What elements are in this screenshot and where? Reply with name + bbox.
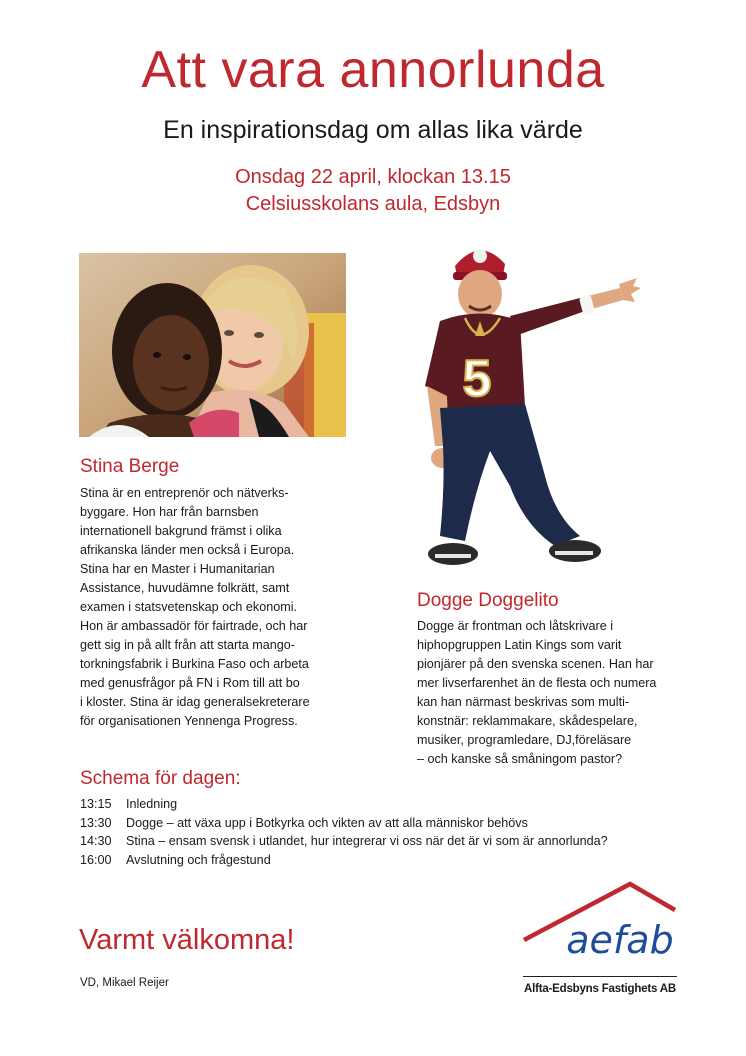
schedule-list: [80, 795, 700, 869]
event-date: Onsdag 22 april, klockan 13.15: [235, 166, 511, 188]
bio-line: byggare. Hon har från barnsben: [80, 505, 259, 519]
bio-line: för organisationen Yennenga Progress.: [80, 714, 298, 728]
bio-line: Hon är ambassadör för fairtrade, och har: [80, 619, 308, 633]
jersey-number: 5: [462, 350, 492, 408]
poster-title: Att vara annorlunda: [141, 41, 605, 99]
bio-line: pionjärer på den svenska scenen. Han har: [417, 657, 654, 671]
schedule-title: Schema för dagen:: [80, 768, 241, 789]
schedule-description: Dogge – att växa upp i Botkyrka och vikten av att alla människor behövs: [126, 815, 528, 830]
logo-divider: [523, 976, 677, 977]
bio-line: Assistance, huvudämne folkrätt, samt: [80, 581, 290, 595]
bio-line: afrikanska länder men också i Europa.: [80, 543, 295, 557]
bio-line: mer livserfarenhet än de flesta och numera: [417, 676, 657, 690]
schedule-item: [80, 814, 700, 833]
schedule-item: [80, 832, 700, 851]
speaker-bio-dogge: [417, 617, 687, 769]
schedule-time: 14:30: [80, 834, 112, 848]
bio-line: Dogge är frontman och låtskrivare i: [417, 619, 613, 633]
logo-company-name: Alfta-Edsbyns Fastighets AB: [523, 983, 676, 995]
schedule-time: 16:00: [80, 852, 112, 867]
bio-line: med genusfrågor på FN i Rom till att bo: [80, 676, 300, 690]
bio-line: Stina har en Master i Humanitarian: [80, 562, 275, 576]
speaker-name-stina: Stina Berge: [80, 456, 180, 477]
speaker-name-dogge: Dogge Doggelito: [417, 590, 559, 611]
bio-line: i kloster. Stina är idag generalsekreterare: [80, 695, 310, 709]
schedule-item: [80, 851, 700, 870]
schedule-description: Avslutning och frågestund: [126, 852, 271, 867]
bio-line: musiker, programledare, DJ,föreläsare: [417, 733, 632, 747]
welcome-message: Varmt välkomna!: [79, 924, 295, 956]
bio-line: Stina är en entreprenör och nätverks-: [80, 486, 289, 500]
bio-line: hiphopgruppen Latin Kings som varit: [417, 638, 622, 652]
logo-wordmark: aefab: [566, 918, 674, 962]
photo-stina-berge: [79, 253, 346, 437]
schedule-description: Stina – ensam svensk i utlandet, hur integrerar vi oss när det är vi som är annorlunda?: [126, 834, 608, 848]
bio-line: torkningsfabrik i Burkina Faso och arbeta: [80, 657, 309, 671]
bio-line: gett sig in på allt från att starta mango-: [80, 638, 295, 652]
signature: VD, Mikael Reijer: [80, 977, 169, 989]
bio-line: examen i statsvetenskap och ekonomi.: [80, 600, 298, 614]
schedule-time: 13:30: [80, 815, 112, 830]
bio-line: internationell bakgrund främst i olika: [80, 524, 282, 538]
bio-line: kan han närmast beskrivas som multi-: [417, 695, 630, 709]
poster-subtitle: En inspirationsdag om allas lika värde: [163, 116, 583, 144]
bio-line: konstnär: reklammakare, skådespelare,: [417, 714, 638, 728]
schedule-item: [80, 795, 700, 814]
schedule-description: Inledning: [126, 797, 178, 811]
photo-dogge-doggelito: [405, 236, 660, 581]
schedule-time: 13:15: [80, 797, 112, 811]
bio-line: – och kanske så småningom pastor?: [417, 752, 623, 766]
speaker-bio-stina: [80, 484, 345, 731]
event-location: Celsiusskolans aula, Edsbyn: [245, 193, 501, 215]
event-datetime-location: [0, 164, 746, 218]
